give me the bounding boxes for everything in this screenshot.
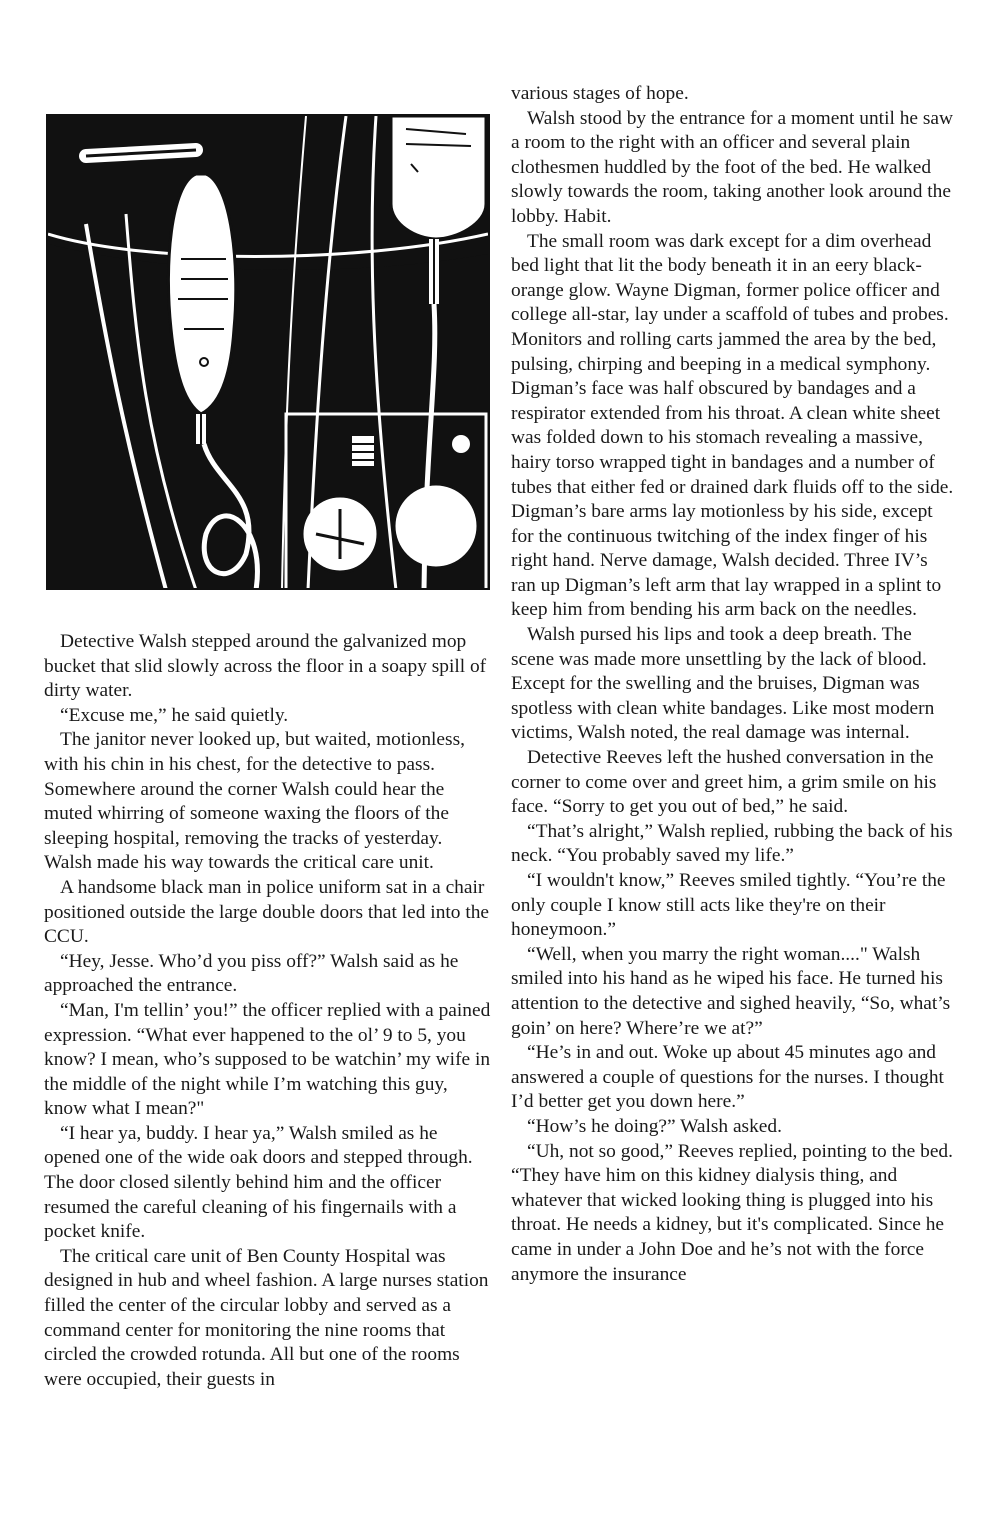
paragraph: Detective Walsh stepped around the galvanized mop bucket that slid slowly across the floor in a soapy spill of dirty water.: [44, 631, 487, 702]
right-text-column: [511, 82, 957, 1287]
paragraph: “How’s he doing?” Walsh asked.: [527, 1115, 782, 1137]
left-text-column: [44, 630, 492, 1392]
paragraph: “I hear ya, buddy. I hear ya,” Walsh smiled as he opened one of the wide oak doors and stepped through. The door closed silently behind him and the officer resumed the careful cleaning of his fingernails with a pocket knife.: [44, 1122, 473, 1243]
paragraph: “Hey, Jesse. Who’d you piss off?” Walsh said as he approached the entrance.: [44, 950, 459, 997]
paragraph: Detective Reeves left the hushed conversation in the corner to come over and greet him, a grim smile on his face. “Sorry to get you out of bed,” he said.: [511, 747, 937, 818]
paragraph: A handsome black man in police uniform sat in a chair positioned outside the large double doors that led into the CCU.: [44, 876, 490, 948]
paragraph: The janitor never looked up, but waited, motionless, with his chin in his chest, for the detective to pass. Somewhere around the corner Walsh could hear the muted whirring of someone waxing the floors of the sleeping hospital, removing the tracks of yesterday. Walsh made his way towards the critical care unit.: [44, 729, 465, 874]
iv-bags-and-monitors-illustration: [46, 114, 490, 590]
paragraph: Walsh stood by the entrance for a moment until he saw a room to the right with an officer and several plain clothesmen huddled by the foot of the bed. He walked slowly towards the room, taking another look around the lobby. Habit.: [511, 107, 953, 227]
paragraph: “I wouldn't know,” Reeves smiled tightly. “You’re the only couple I know still acts like they're on their honeymoon.”: [511, 870, 946, 941]
paragraph: “Man, I'm tellin’ you!” the officer replied with a pained expression. “What ever happened to the ol’ 9 to 5, you know? I mean, who’s supposed to be watchin’ my wife in the middle of the night while I’m watching this guy, know what I mean?": [44, 999, 491, 1120]
paragraph: “Well, when you marry the right woman...." Walsh smiled into his hand as he wiped his face. He turned his attention to the detective and sighed heavily, “So, what’s goin’ on here? Where’re we at?”: [511, 943, 951, 1039]
paragraph: “He’s in and out. Woke up about 45 minutes ago and answered a couple of questions for the nurses. I thought I’d better get you down here.”: [511, 1042, 944, 1113]
paragraph: “Uh, not so good,” Reeves replied, pointing to the bed. “They have him on this kidney dialysis thing, and whatever that wicked looking thing is plugged into his throat. He needs a kidney, but it's complicated. Since he came in under a John Doe and he’s not with the force anymore the insurance: [511, 1140, 953, 1285]
paragraph: Walsh pursed his lips and took a deep breath. The scene was made more unsettling by the lack of blood. Except for the swelling and the bruises, Digman was spotless with clean white bandages. Like most modern victims, Walsh noted, the real damage was internal.: [511, 624, 935, 744]
paragraph: The critical care unit of Ben County Hospital was designed in hub and wheel fashion. A large nurses station filled the center of the circular lobby and served as a command center for monitoring the nine rooms that circled the crowded rotunda. All but one of the rooms were occupied, their guests in: [44, 1245, 489, 1390]
paragraph: “That’s alright,” Walsh replied, rubbing the back of his neck. “You probably saved my life.”: [511, 820, 953, 867]
paragraph: The small room was dark except for a dim overhead bed light that lit the body beneath it in an eery black-orange glow. Wayne Digman, former police officer and college all-star, lay under a scaffold of tubes and probes. Monitors and rolling carts jammed the area by the bed, pulsing, chirping and beeping in a medical symphony. Digman’s face was half obscured by bandages and a respirator extended from his throat. A clean white sheet was folded down to his stomach revealing a massive, hairy torso wrapped tight in bandages and a number of tubes that either fed or drained dark fluids off to the side. Digman’s bare arms lay motionless by his side, except for the continuous twitching of the index finger of his right hand. Nerve damage, Walsh decided. Three IV’s ran up Digman’s left arm that lay wrapped in a splint to keep him from bending his arm back on the needles.: [511, 230, 954, 621]
paragraph-continued: various stages of hope.: [511, 83, 689, 104]
paragraph: “Excuse me,” he said quietly.: [60, 704, 289, 726]
